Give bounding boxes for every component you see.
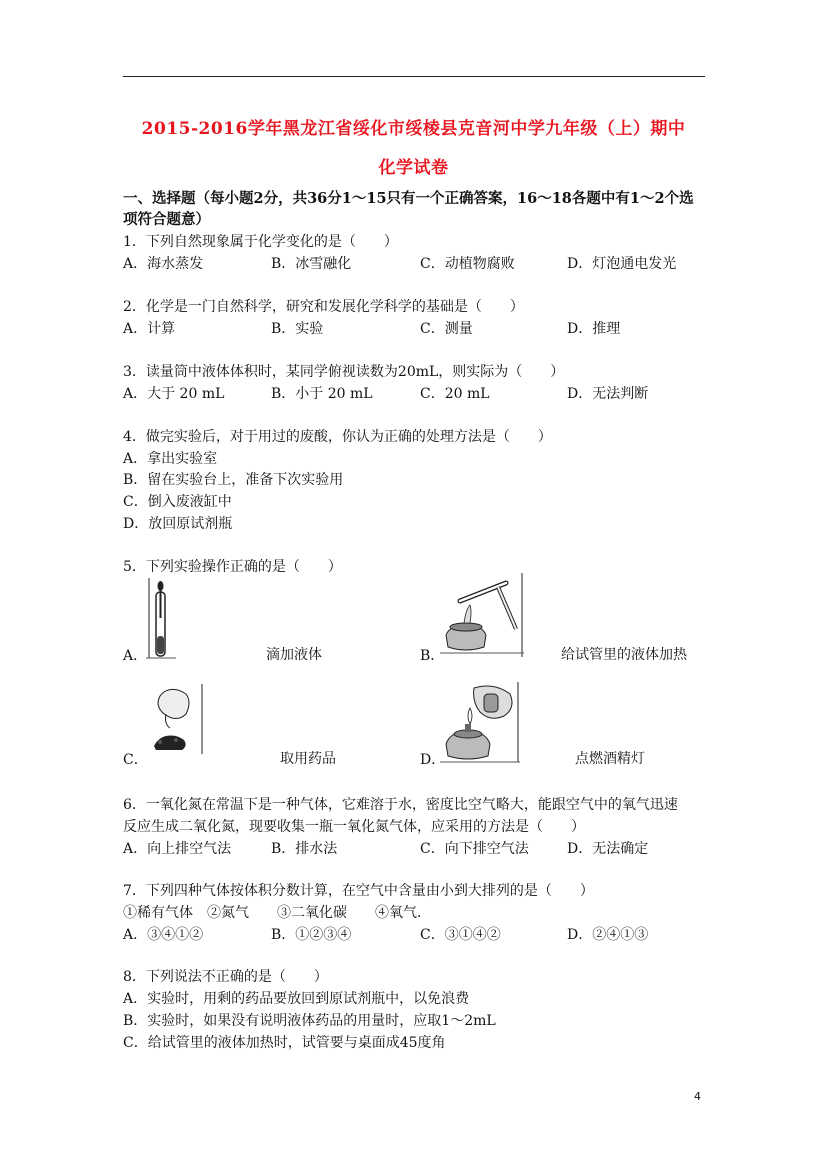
question-5-caption-a: 滴加液体 bbox=[266, 647, 322, 663]
question-7-option-d: D．②④①③ bbox=[567, 927, 649, 943]
question-1-option-b: B．冰雪融化 bbox=[271, 256, 352, 272]
question-6-option-c: C．向下排空气法 bbox=[420, 841, 529, 857]
question-4-option-a: A．拿出实验室 bbox=[123, 451, 218, 467]
question-5-caption-c: 取用药品 bbox=[280, 751, 336, 767]
question-6-option-d: D．无法确定 bbox=[567, 841, 649, 857]
question-3-option-b: B．小于 20 mL bbox=[271, 386, 373, 402]
question-7-option-a: A．③④①② bbox=[123, 927, 204, 943]
question-7-option-b: B．①②③④ bbox=[271, 927, 352, 943]
taking-chemicals-image bbox=[146, 684, 206, 756]
question-5-caption-b: 给试管里的液体加热 bbox=[561, 647, 687, 663]
question-1-option-d: D．灯泡通电发光 bbox=[567, 256, 677, 272]
question-2-option-c: C．测量 bbox=[420, 321, 473, 337]
question-6-stem-line1: 6．一氧化氮在常温下是一种气体，它难溶于水，密度比空气略大，能跟空气中的氧气迅速 bbox=[123, 797, 678, 813]
question-6-option-a: A．向上排空气法 bbox=[123, 841, 232, 857]
question-1-option-a: A．海水蒸发 bbox=[123, 256, 204, 272]
question-1-stem: 1．下列自然现象属于化学变化的是（ ） bbox=[123, 234, 398, 250]
question-5-label-c: C． bbox=[123, 752, 148, 768]
question-2-option-d: D．推理 bbox=[567, 321, 621, 337]
question-8-option-c: C．给试管里的液体加热时，试管要与桌面成45度角 bbox=[123, 1035, 446, 1051]
question-4-stem: 4．做完实验后，对于用过的废酸，你认为正确的处理方法是（ ） bbox=[123, 429, 552, 445]
question-4-option-d: D．放回原试剂瓶 bbox=[123, 516, 233, 532]
question-8-option-b: B．实验时，如果没有说明液体药品的用量时，应取1～2mL bbox=[123, 1013, 496, 1029]
question-2-stem: 2．化学是一门自然科学，研究和发展化学科学的基础是（ ） bbox=[123, 299, 524, 315]
question-5-label-a: A． bbox=[123, 648, 148, 664]
question-3-option-a: A．大于 20 mL bbox=[123, 386, 225, 402]
question-3-option-d: D．无法判断 bbox=[567, 386, 649, 402]
question-3-stem: 3．读量筒中液体体积时，某同学俯视读数为20mL，则实际为（ ） bbox=[123, 364, 565, 380]
question-1-option-c: C．动植物腐败 bbox=[420, 256, 515, 272]
question-8-option-a: A．实验时，用剩的药品要放回到原试剂瓶中，以免浪费 bbox=[123, 991, 470, 1007]
question-7-option-c: C．③①④② bbox=[420, 927, 501, 943]
question-4-option-b: B．留在实验台上，准备下次实验用 bbox=[123, 472, 344, 488]
exam-title-line1: 2015-2016学年黑龙江省绥化市绥棱县克音河中学九年级（上）期中 bbox=[141, 119, 686, 139]
heating-test-tube-image bbox=[440, 573, 524, 657]
question-7-items: ①稀有气体 ②氮气 ③二氧化碳 ④氧气． bbox=[123, 905, 431, 921]
alcohol-lamp-image bbox=[440, 682, 520, 764]
question-2-option-b: B．实验 bbox=[271, 321, 324, 337]
header-rule bbox=[123, 76, 705, 77]
page-number: 4 bbox=[694, 1090, 701, 1103]
question-6-option-b: B．排水法 bbox=[271, 841, 338, 857]
exam-title-line2: 化学试卷 bbox=[378, 158, 449, 178]
question-5-stem: 5．下列实验操作正确的是（ ） bbox=[123, 559, 342, 575]
question-5-label-b: B． bbox=[420, 648, 445, 664]
question-5-caption-d: 点燃酒精灯 bbox=[575, 751, 645, 767]
section-heading-line2: 项符合题意） bbox=[123, 211, 210, 228]
question-4-option-c: C．倒入废液缸中 bbox=[123, 494, 232, 510]
question-7-stem: 7．下列四种气体按体积分数计算，在空气中含量由小到大排列的是（ ） bbox=[123, 883, 594, 899]
section-heading-line1: 一、选择题（每小题2分，共36分1～15只有一个正确答案，16～18各题中有1～2个选 bbox=[123, 190, 694, 207]
question-6-stem-line2: 反应生成二氧化氮，现要收集一瓶一氧化氮气体，应采用的方法是（ ） bbox=[123, 819, 585, 835]
question-8-stem: 8．下列说法不正确的是（ ） bbox=[123, 969, 328, 985]
question-3-option-c: C．20 mL bbox=[420, 386, 490, 402]
question-5-label-d: D． bbox=[420, 752, 446, 768]
dropper-test-tube-image bbox=[146, 578, 176, 660]
question-2-option-a: A．计算 bbox=[123, 321, 176, 337]
